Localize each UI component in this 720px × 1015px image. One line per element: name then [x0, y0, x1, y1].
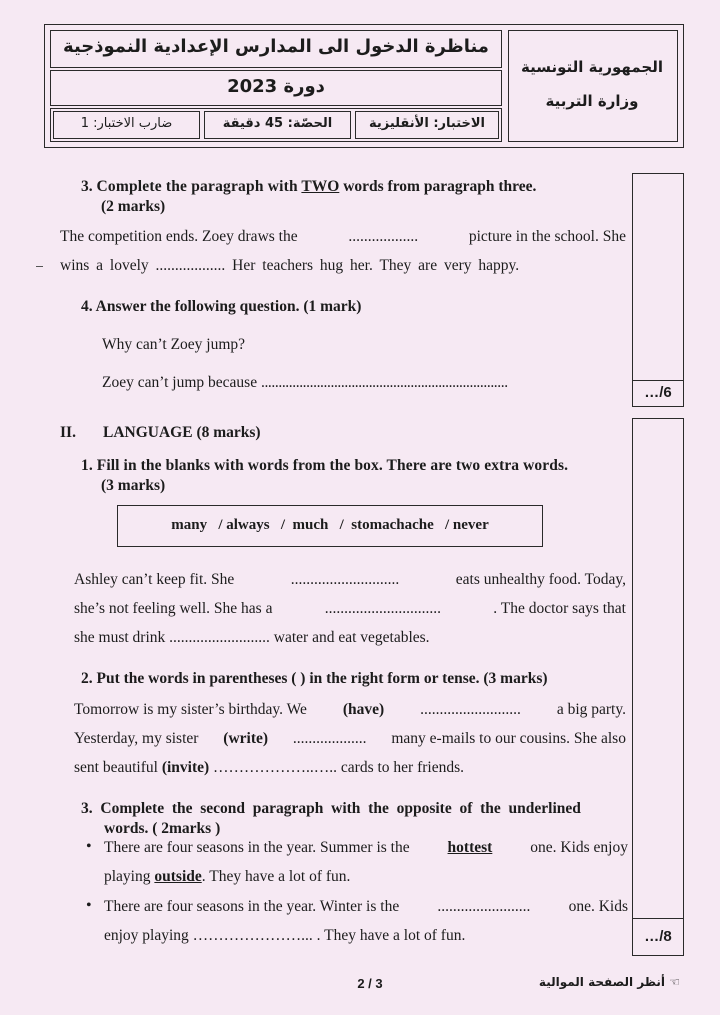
pointing-hand-icon: ☜	[669, 975, 680, 989]
score-total-1: …/6	[644, 384, 672, 401]
ministry-name: وزارة التربية	[545, 92, 639, 110]
blank[interactable]: ............................	[290, 571, 400, 588]
next-page-note: ☜ أنظر الصفحة الموالية	[538, 975, 680, 989]
page-number: 2 / 3	[357, 976, 383, 991]
blank[interactable]: ..............................	[324, 600, 441, 617]
margin-mark	[36, 266, 43, 267]
l3-marks: words. ( 2marks )	[104, 820, 221, 837]
q4-question: Why can’t Zoey jump?	[102, 336, 246, 353]
l1-marks: (3 marks)	[101, 477, 166, 494]
exam-title: مناظرة الدخول الى المدارس الإعدادية النموذجية	[63, 36, 489, 57]
header-right-panel	[508, 30, 678, 142]
bullet-dot: •	[86, 838, 92, 855]
l3-bullet-1-line-1: There are four seasons in the year. Summer is the hottest one. Kids enjoy	[104, 839, 628, 856]
score-column-2	[632, 418, 684, 956]
l3-bullet-2-line-2: enjoy playing …………………... . They have a lot of fun.	[104, 927, 466, 944]
l2-heading: 2. Put the words in parentheses ( ) in the right form or tense. (3 marks)	[81, 670, 548, 687]
exam-coefficient: ضارب الاختبار: 1	[80, 116, 173, 131]
country-name: الجمهورية التونسية	[521, 58, 663, 76]
l1-line-1: Ashley can’t keep fit. She ............................ eats unhealthy food. Today,	[74, 571, 626, 588]
blank[interactable]: ..................	[155, 257, 226, 274]
blank[interactable]: ...................	[292, 730, 367, 747]
q3-marks: (2 marks)	[101, 198, 166, 215]
exam-session: دورة 2023	[227, 76, 325, 97]
l3-heading: 3. Complete the second paragraph with the opposite of the underlined	[81, 800, 581, 817]
l2-line-2: Yesterday, my sister (write) ................... many e-mails to our cousins. She also	[74, 730, 626, 747]
exam-duration: الحصّة: 45 دقيقة	[222, 116, 333, 131]
l1-line-2: she’s not feeling well. She has a .............................. . The doctor says that	[74, 600, 626, 617]
section-number: II.	[60, 424, 76, 441]
exam-subject: الاختبار: الأنقليزية	[368, 116, 486, 131]
l3-bullet-2-line-1: There are four seasons in the year. Winter is the ........................ one. Kids	[104, 898, 628, 915]
q4-heading: 4. Answer the following question. (1 mark)	[81, 298, 362, 315]
blank[interactable]: ..................	[348, 228, 419, 245]
score-column-1	[632, 173, 684, 407]
q3-heading: 3. Complete the paragraph with TWO words from paragraph three.	[81, 178, 537, 195]
score-total-2: …/8	[644, 928, 672, 945]
answer-blank[interactable]: .......................................................................	[260, 374, 508, 391]
l2-line-1: Tomorrow is my sister’s birthday. We (have) .......................... a big party.	[74, 701, 626, 718]
l1-heading: 1. Fill in the blanks with words from the box. There are two extra words.	[81, 457, 569, 474]
l2-line-3: sent beautiful (invite) ………………..….. cards to her friends.	[74, 759, 465, 776]
word-box-words: many / always / much / stomachache / never	[171, 517, 489, 533]
l3-bullet-1-line-2: playing outside. They have a lot of fun.	[104, 868, 351, 885]
q3-line-1: The competition ends. Zoey draws the .................. picture in the school. She	[60, 228, 626, 245]
section-title: LANGUAGE (8 marks)	[103, 424, 261, 441]
l1-line-3: she must drink .......................... water and eat vegetables.	[74, 629, 430, 646]
q4-answer: Zoey can’t jump because .......................................................................	[102, 374, 508, 391]
blank[interactable]: ..........................	[420, 701, 521, 718]
blank[interactable]: ........................	[437, 898, 531, 915]
bullet-dot: •	[86, 897, 92, 914]
q3-line-2: wins a lovely .................. Her teachers hug her. They are very happy.	[60, 257, 520, 274]
